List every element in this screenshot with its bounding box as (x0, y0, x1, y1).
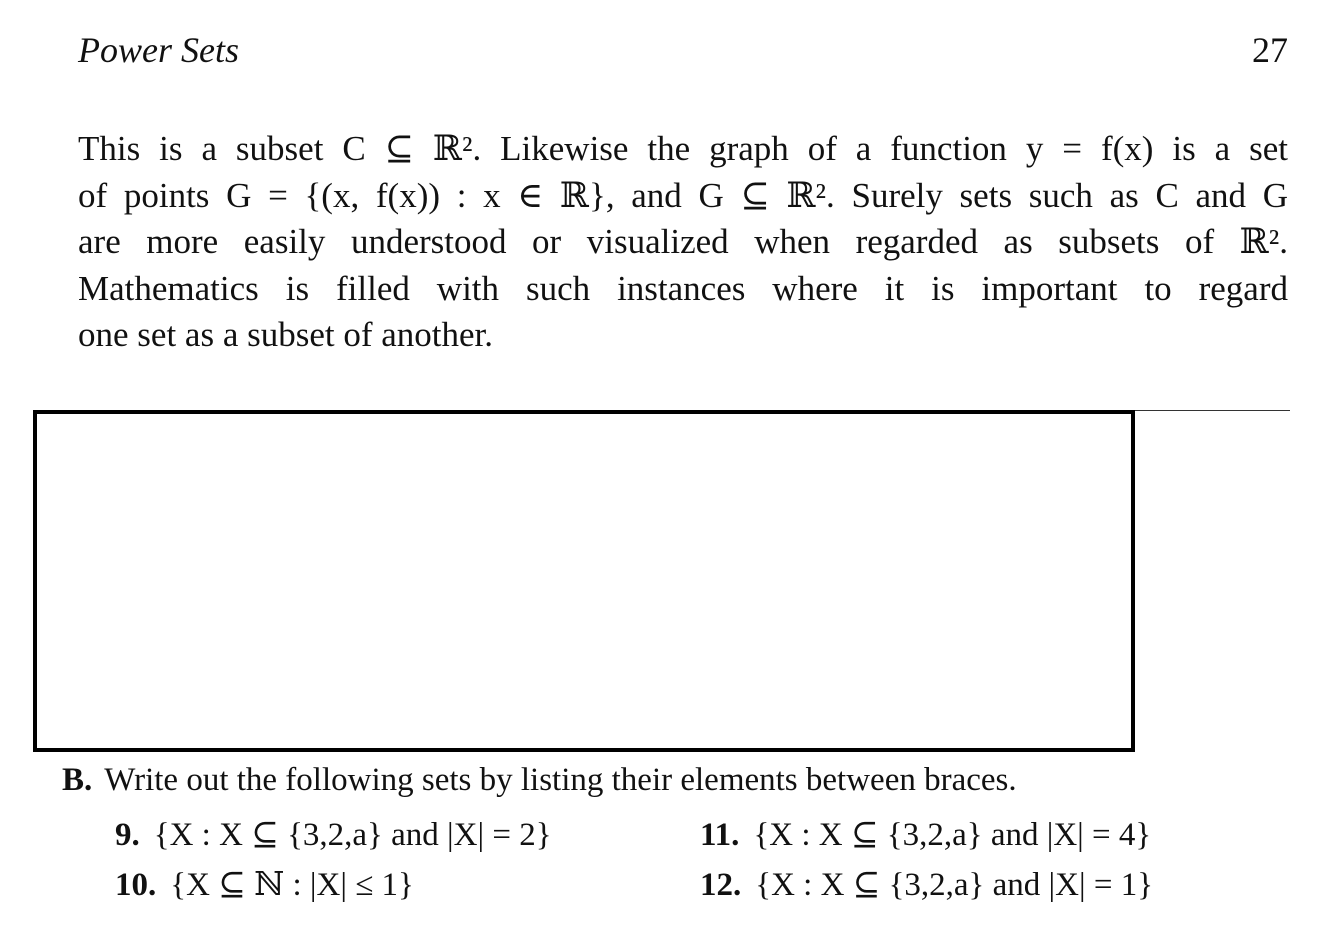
redaction-box (33, 410, 1135, 752)
exercise-number: 12. (700, 867, 742, 903)
exercise-expression: {X : X ⊆ {3,2,a} and |X| = 4} (753, 817, 1152, 853)
paragraph-line: of points G = {(x, f(x)) : x ∈ ℝ}, and G ⊆ ℝ². Surely sets such as C and G (78, 175, 1288, 215)
paragraph-line: one set as a subset of another. (78, 315, 494, 354)
exercise-number: 9. (115, 817, 140, 853)
paragraph-line: are more easily understood or visualized when regarded as subsets of ℝ². (78, 222, 1288, 261)
exercise-item (700, 813, 1151, 857)
paragraph-line: This is a subset C ⊆ ℝ². Likewise the graph of a function y = f(x) is a set (78, 129, 1288, 168)
exercise-expression: {X ⊆ ℕ : |X| ≤ 1} (170, 867, 414, 903)
section-instruction: Write out the following sets by listing their elements between braces. (104, 762, 1017, 798)
exercise-number: 11. (700, 817, 740, 853)
body-paragraph (78, 126, 1288, 359)
page-number: 27 (1252, 30, 1288, 70)
exercise-number: 10. (115, 867, 157, 903)
exercise-item (700, 863, 1153, 907)
exercise-item (115, 813, 552, 857)
exercise-section-heading (62, 758, 1302, 802)
paragraph-line: Mathematics is filled with such instances where it is important to regard (78, 268, 1288, 308)
section-label: B. (62, 762, 93, 798)
exercise-expression: {X : X ⊆ {3,2,a} and |X| = 2} (153, 817, 552, 853)
exercise-item (115, 863, 414, 907)
exercise-expression: {X : X ⊆ {3,2,a} and |X| = 1} (755, 867, 1154, 903)
header-title: Power Sets (78, 30, 239, 70)
horizontal-rule (1134, 410, 1290, 411)
